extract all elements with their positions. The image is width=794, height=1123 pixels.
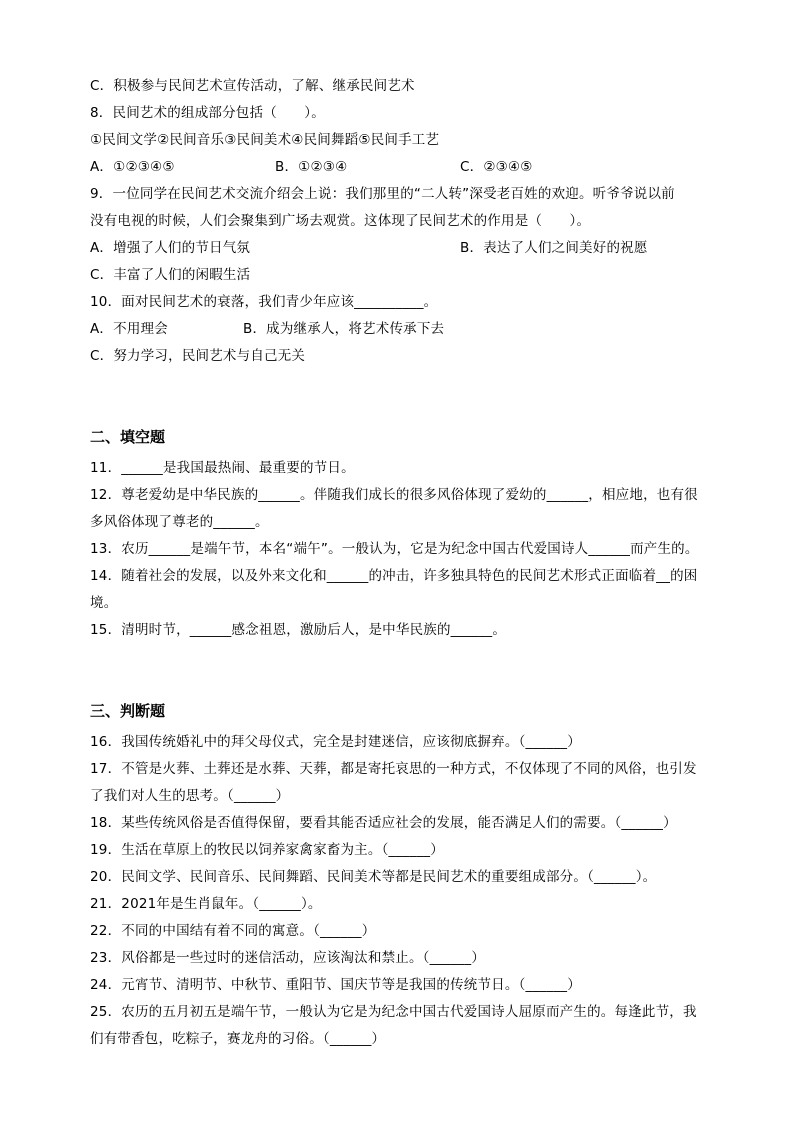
q8-items: ①民间文学②民间音乐③民间美术④民间舞蹈⑤民间手工艺 [90, 132, 440, 148]
q17-line1: 17．不管是火葬、土葬还是水葬、天葬，都是寄托哀思的一种方式，不仅体现了不同的风俗，也引发 [90, 761, 697, 777]
q11: 11．______是我国最热闹、最重要的节日。 [90, 460, 355, 476]
q10-option-c: C．努力学习，民间艺术与自己无关 [90, 348, 306, 364]
q25-line1: 25．农历的五月初五是端午节，一般认为它是为纪念中国古代爱国诗人屈原而产生的。每逢此节，我 [90, 1004, 697, 1020]
q25-line2: 们有带香包，吃粽子，赛龙舟的习俗。（______） [90, 1031, 386, 1047]
q18: 18．某些传统风俗是否值得保留，要看其能否适应社会的发展，能否满足人们的需要。（______） [90, 815, 677, 831]
q9-option-a: A．增强了人们的节日气氛 [90, 240, 251, 256]
q14-line1: 14．随着社会的发展，以及外来文化和______的冲击，许多独具特色的民间艺术形式正面临着__的困 [90, 568, 698, 584]
q24: 24．元宵节、清明节、中秋节、重阳节、国庆节等是我国的传统节日。（______） [90, 977, 581, 993]
q12-line1: 12．尊老爱幼是中华民族的______。伴随我们成长的很多风俗体现了爱幼的______，相应地，也有很 [90, 487, 698, 503]
q23: 23．风俗都是一些过时的迷信活动，应该淘汰和禁止。（______） [90, 950, 486, 966]
q20: 20．民间文学、民间音乐、民间舞蹈、民间美术等都是民间艺术的重要组成部分。（______）。 [90, 869, 657, 885]
q16: 16．我国传统婚礼中的拜父母仪式，完全是封建迷信，应该彻底摒弃。（______） [90, 734, 581, 750]
q22: 22．不同的中国结有着不同的寓意。（______） [90, 923, 376, 939]
q19: 19．生活在草原上的牧民以饲养家禽家畜为主。（______） [90, 842, 444, 858]
q15: 15．清明时节，______感念祖恩，激励后人，是中华民族的______。 [90, 622, 507, 638]
q14-line2: 境。 [90, 595, 118, 611]
q13: 13．农历______是端午节，本名“端午”。一般认为，它是为纪念中国古代爱国诗人______而产生的。 [90, 541, 699, 557]
q7-option-c: C．积极参与民间艺术宣传活动，了解、继承民间艺术 [90, 78, 415, 94]
q8-option-a: A．①②③④⑤ [90, 159, 175, 175]
q8-stem: 8．民间艺术的组成部分包括（ ）。 [90, 105, 325, 121]
q12-line2: 多风俗体现了尊老的______。 [90, 514, 269, 530]
q9-stem-line2: 没有电视的时候，人们会聚集到广场去观赏。这体现了民间艺术的作用是（ ）。 [90, 213, 591, 229]
q8-option-b: B．①②③④ [275, 159, 348, 175]
q9-option-c: C．丰富了人们的闲暇生活 [90, 267, 251, 283]
q9-option-b: B．表达了人们之间美好的祝愿 [460, 240, 648, 256]
q21: 21．2021年是生肖鼠年。（______）。 [90, 896, 322, 912]
q8-option-c: C．②③④⑤ [460, 159, 533, 175]
q9-stem-line1: 9．一位同学在民间艺术交流介绍会上说：我们那里的“二人转”深受老百姓的欢迎。听爷爷说以前 [90, 186, 675, 202]
q10-option-b: B．成为继承人，将艺术传承下去 [243, 321, 445, 337]
q10-stem: 10．面对民间艺术的衰落，我们青少年应该__________。 [90, 294, 438, 310]
q17-line2: 了我们对人生的思考。（______） [90, 788, 290, 804]
q10-option-a: A．不用理会 [90, 321, 168, 337]
section-true-false-title: 三、判断题 [90, 702, 166, 720]
section-fill-in-title: 二、填空题 [90, 428, 166, 446]
